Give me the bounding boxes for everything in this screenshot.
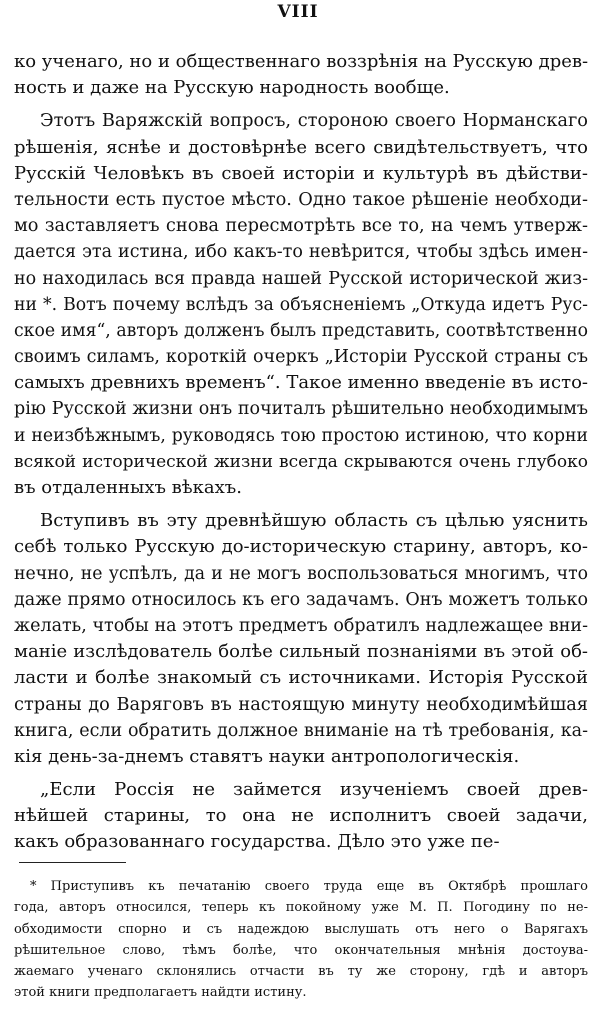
text-line: нѣйшей старины, то она не исполнитъ своей задачи, [14, 805, 588, 827]
text-line: страны до Варяговъ въ настоящую минуту необходимѣйшая [14, 694, 588, 715]
text-line: ское имя“, авторъ долженъ былъ представить, соотвѣтственно [14, 320, 588, 341]
text-line: мо заставляетъ снова пересмотрѣть все то, на чемъ утверж- [14, 216, 588, 237]
text-line: ласти и болѣе знакомый съ источниками. Исторія Русской [14, 667, 588, 689]
text-line: Русскій Человѣкъ въ своей исторіи и культурѣ въ дѣйстви- [14, 162, 588, 184]
text-line: „Если Россія не займется изученіемъ своей древ- [40, 779, 588, 801]
main-text [14, 49, 588, 856]
text-line: ность и даже на Русскую народность вообще. [14, 77, 450, 99]
footnote-line: жаемаго ученаго склонялись отчасти въ ту же сторону, гдѣ и авторъ [14, 964, 588, 980]
paragraph-gap [14, 770, 588, 777]
text-line: ни *. Вотъ почему вслѣдъ за объясненіемъ „Откуда идетъ Рус- [14, 294, 588, 315]
text-line: тельности есть пустое мѣсто. Одно такое рѣшеніе необходи- [14, 189, 588, 210]
text-line: въ отдаленныхъ вѣкахъ. [14, 477, 242, 498]
text-line: книга, если обратить должное вниманіе на тѣ требованія, ка- [14, 720, 588, 741]
text-line: своимъ силамъ, короткій очеркъ „Исторіи Русской страны съ [14, 347, 588, 368]
text-line: кія день-за-днемъ ставятъ науки антропологическія. [14, 745, 520, 767]
text-line: Этотъ Варяжскій вопросъ, стороною своего Норманскаго [40, 111, 588, 132]
text-line: но находилась вся правда нашей Русской исторической жиз- [14, 268, 588, 289]
text-line: какъ образованнаго государства. Дѣло это уже пе- [14, 831, 500, 853]
footnote-line: этой книги предполагаетъ найдти истину. [14, 985, 307, 1001]
paragraph-gap [14, 501, 588, 508]
text-line: себѣ только Русскую до-историческую старину, авторъ, ко- [14, 536, 588, 558]
paragraph [14, 108, 588, 501]
footnote-line: * Приступивъ къ печатанію своего труда еще въ Октябрѣ прошлаго [30, 879, 588, 894]
text-line: нечно, не успѣлъ, да и не могъ воспользоваться многимъ, что [14, 563, 588, 584]
paragraph [14, 49, 588, 101]
text-line: рѣшенія, яснѣе и достовѣрнѣе всего свидѣтельствуетъ, что [14, 136, 588, 158]
text-line: рію Русской жизни онъ почиталъ рѣшительно необходимымъ [14, 399, 588, 420]
paragraph-gap [14, 101, 588, 108]
paragraph [14, 777, 588, 856]
text-line: ко ученаго, но и общественнаго воззрѣнія на Русскую древ- [14, 51, 589, 72]
text-line: и неизбѣжнымъ, руководясь тою простою истиною, что корни [14, 425, 588, 446]
text-line: даже прямо относилось къ его задачамъ. Онъ можетъ только [14, 589, 588, 610]
text-line: Вступивъ въ эту древнѣйшую область съ цѣлью уяснить [40, 510, 588, 532]
footnote [14, 876, 588, 1004]
text-line: маніе изслѣдователь болѣе сильный познаніями въ этой об- [14, 641, 588, 663]
text-line: всякой исторической жизни всегда скрываются очень глубоко [14, 451, 588, 472]
footnote-line: обходимости спорно и съ надеждою выслушать отъ него о Варягахъ [14, 921, 588, 937]
text-line: самыхъ древнихъ временъ“. Такое именно введеніе въ исто- [14, 372, 588, 394]
text-line: дается эта истина, ибо какъ-то невѣрится, чтобы здѣсь имен- [14, 242, 588, 263]
page-number: VIII [277, 2, 319, 22]
footnote-line: рѣшительное слово, тѣмъ болѣе, что окончательныя мнѣнія достоува- [14, 942, 588, 958]
text-line: желать, чтобы на этотъ предметъ обратилъ надлежащее вни- [14, 615, 588, 636]
paragraph [14, 508, 588, 770]
footnote-separator [19, 862, 126, 863]
footnote-line: года, авторъ относился, теперь къ покойному уже М. П. Погодину по не- [14, 900, 588, 916]
